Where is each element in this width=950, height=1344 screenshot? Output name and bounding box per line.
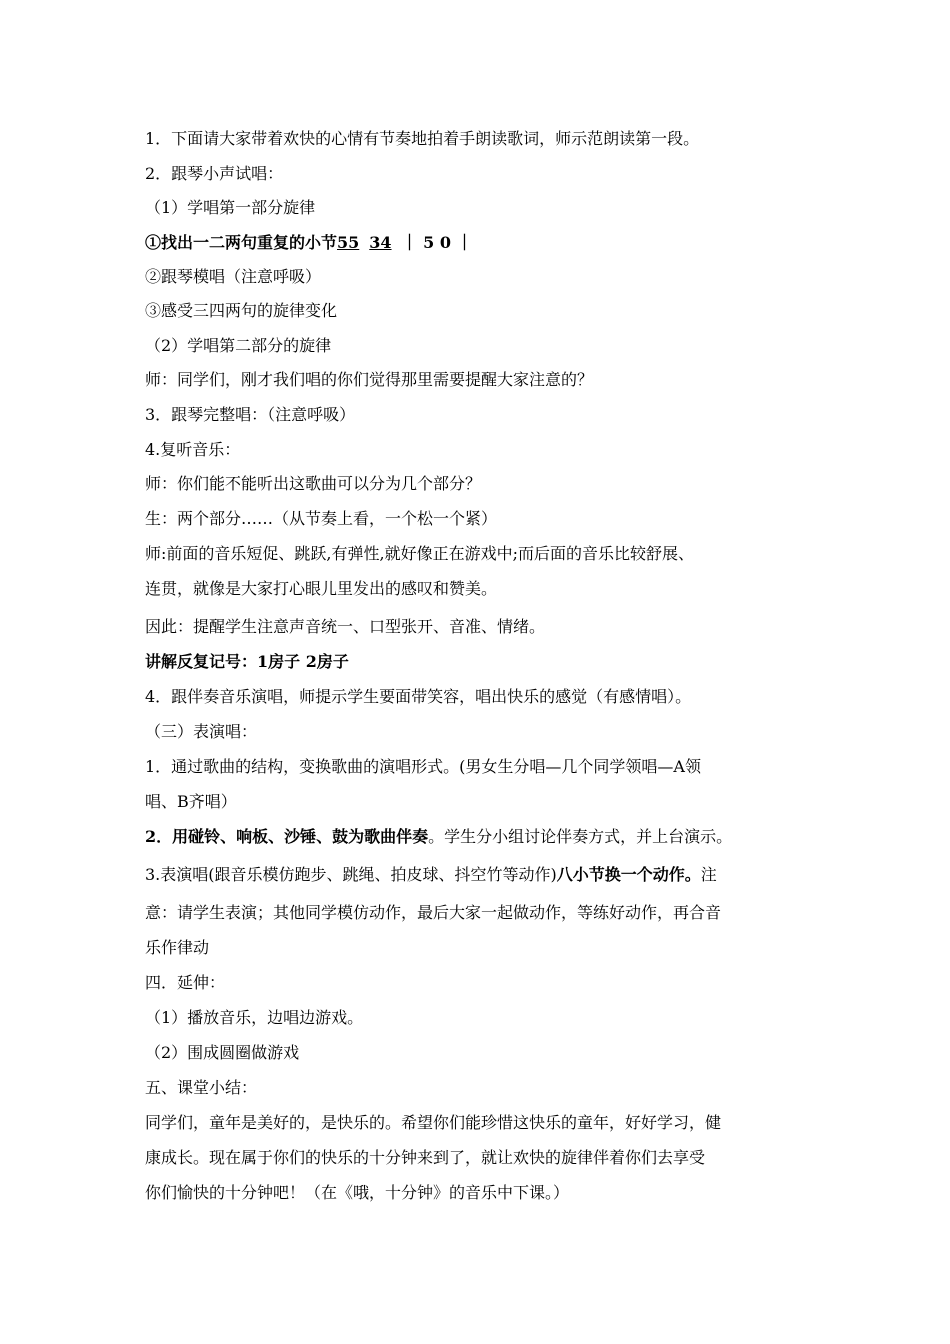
text-line: 生：两个部分……（从节奏上看，一个松一个紧） <box>145 509 498 528</box>
notation-text: ①找出一二两句重复的小节 <box>145 233 338 252</box>
notation-note: 34 <box>369 233 392 252</box>
text-line: 师：你们能不能听出这歌曲可以分为几个部分？ <box>145 474 482 493</box>
text-line <box>145 826 732 848</box>
notation-rest: ｜ 5 0 ｜ <box>401 233 473 252</box>
text-line: （1）学唱第一部分旋律 <box>145 198 316 217</box>
text-line: 3．跟琴完整唱：（注意呼吸） <box>145 405 356 424</box>
text-normal: 3.表演唱(跟音乐模仿跑步、跳绳、拍皮球、抖空竹等动作) <box>145 865 557 884</box>
text-bold: 八小节换一个动作。 <box>556 865 701 884</box>
text-normal: 注 <box>700 865 717 884</box>
text-line: 师：同学们，刚才我们唱的你们觉得那里需要提醒大家注意的？ <box>145 370 594 389</box>
notation-line <box>145 232 473 254</box>
text-line <box>145 864 717 886</box>
text-line: 康成长。现在属于你们的快乐的十分钟来到了，就让欢快的旋律伴着你们去享受 <box>145 1148 706 1167</box>
text-line: 4.复听音乐： <box>145 440 241 459</box>
text-line: 四．延伸： <box>145 973 226 992</box>
text-line: 唱、B齐唱） <box>145 792 237 811</box>
text-line: （2）围成圆圈做游戏 <box>145 1043 300 1062</box>
text-line: （三）表演唱： <box>145 722 258 741</box>
text-normal: 。学生分小组讨论伴奏方式，并上台演示。 <box>428 827 733 846</box>
text-line: 1．下面请大家带着欢快的心情有节奏地拍着手朗读歌词，师示范朗读第一段。 <box>145 129 700 148</box>
text-line: 2．跟琴小声试唱： <box>145 164 284 183</box>
text-line: ②跟琴模唱（注意呼吸） <box>145 267 322 286</box>
text-line: 五、课堂小结： <box>145 1078 258 1097</box>
text-line: 师:前面的音乐短促、跳跃,有弹性,就好像正在游戏中;而后面的音乐比较舒展、 <box>145 544 694 563</box>
text-line: 意：请学生表演；其他同学模仿动作，最后大家一起做动作，等练好动作，再合音 <box>145 903 722 922</box>
text-line-bold: 讲解反复记号：1房子 2房子 <box>145 652 349 671</box>
text-line: 同学们，童年是美好的，是快乐的。希望你们能珍惜这快乐的童年，好好学习，健 <box>145 1113 722 1132</box>
text-line: （1）播放音乐，边唱边游戏。 <box>145 1008 364 1027</box>
text-line: 你们愉快的十分钟吧！（在《哦，十分钟》的音乐中下课。） <box>145 1183 570 1202</box>
notation-note: 55 <box>337 233 360 252</box>
text-line: 连贯，就像是大家打心眼儿里发出的感叹和赞美。 <box>145 579 498 598</box>
text-line: 4．跟伴奏音乐演唱，师提示学生要面带笑容，唱出快乐的感觉（有感情唱）。 <box>145 687 692 706</box>
text-line: （2）学唱第二部分的旋律 <box>145 336 332 355</box>
text-bold: 2．用碰铃、响板、沙锤、鼓为歌曲伴奏 <box>145 827 429 846</box>
text-line: 1．通过歌曲的结构，变换歌曲的演唱形式。(男女生分唱—几个同学领唱—A领 <box>145 757 701 776</box>
text-line: ③感受三四两句的旋律变化 <box>145 301 338 320</box>
text-line: 乐作律动 <box>145 938 210 957</box>
text-line: 因此：提醒学生注意声音统一、口型张开、音准、情绪。 <box>145 617 546 636</box>
